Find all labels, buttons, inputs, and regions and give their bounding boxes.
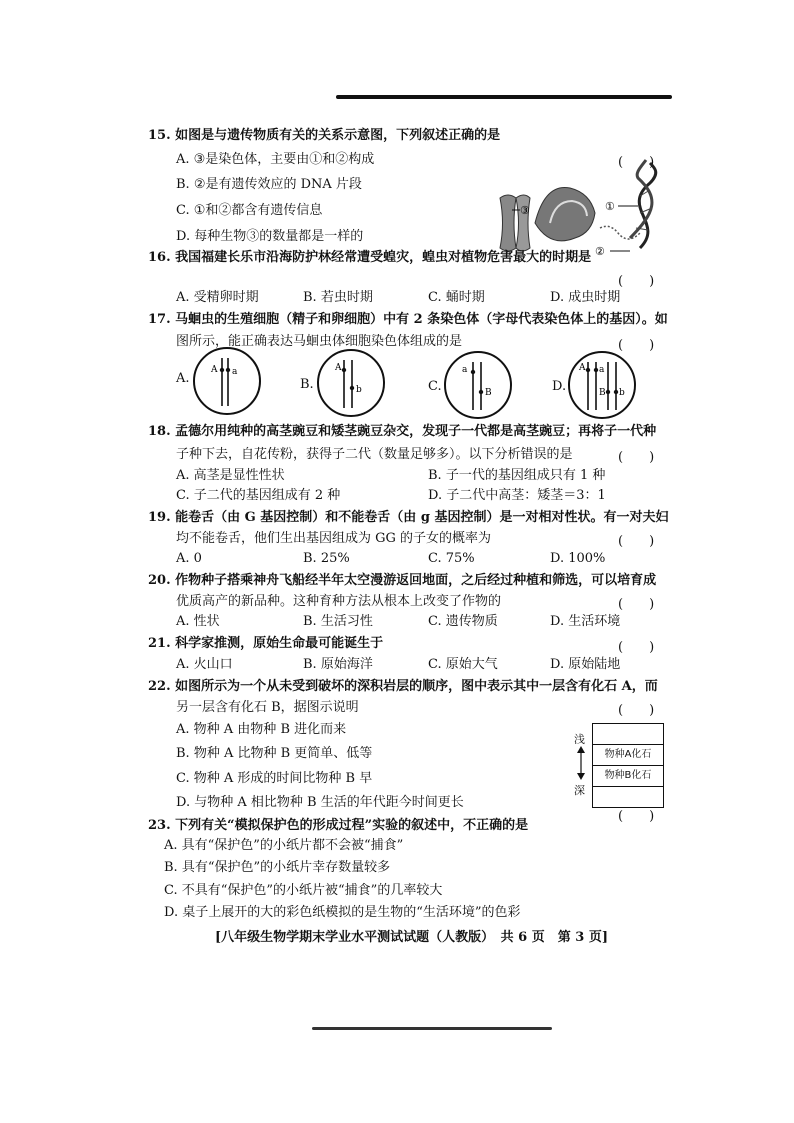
q18-option-d: D. 子二代中高茎：矮茎＝3：1 — [428, 488, 606, 503]
q15-stem: 15. 如图是与遗传物质有关的关系示意图，下列叙述正确的是 — [148, 128, 501, 143]
q16-stem: 16. 我国福建长乐市沿海防护林经常遭受蝗灾，蝗虫对植物危害最大的时期是 — [148, 250, 592, 265]
q15-option-d: D. 每种生物③的数量都是一样的 — [176, 229, 364, 244]
cell-d-label-3: B — [599, 388, 606, 398]
q22-option-a: A. 物种 A 由物种 B 进化而来 — [176, 722, 347, 737]
q17-bracket: ( ) — [618, 338, 655, 353]
q23-option-a: A. 具有“保护色”的小纸片都不会被“捕食” — [164, 838, 404, 853]
stratum-4 — [593, 787, 663, 807]
cell-d — [566, 350, 638, 420]
q18-option-b: B. 子一代的基因组成只有 1 种 — [428, 468, 606, 483]
q20-stem-line1: 20. 作物种子搭乘神舟飞船经半年太空漫游返回地面，之后经过种植和筛选，可以培育成 — [148, 573, 657, 588]
q22-option-b: B. 物种 A 比物种 B 更简单、低等 — [176, 746, 373, 761]
q17-stem-line2: 图所示，能正确表达马蛔虫体细胞染色体组成的是 — [176, 334, 463, 349]
q21-option-c: C. 原始大气 — [428, 657, 498, 672]
q16-option-b: B. 若虫时期 — [303, 290, 373, 305]
q17-stem-line1: 17. 马蛔虫的生殖细胞（精子和卵细胞）中有 2 条染色体（字母代表染色体上的基因）。如 — [148, 312, 668, 327]
q19-option-a: A. 0 — [176, 551, 202, 566]
q16-option-a: A. 受精卵时期 — [176, 290, 259, 305]
q19-bracket: ( ) — [618, 534, 655, 549]
q22-stem-line1: 22. 如图所示为一个从未受到破坏的深积岩层的顺序，图中表示其中一层含有化石 A，而 — [148, 679, 658, 694]
q23-stem: 23. 下列有关“模拟保护色的形成过程”实验的叙述中，不正确的是 — [148, 818, 529, 833]
depth-arrow-icon — [576, 746, 586, 780]
q19-option-c: C. 75% — [428, 551, 475, 566]
q20-stem-line2: 优质高产的新品种。这种育种方法从根本上改变了作物的 — [176, 594, 502, 609]
deep-label: 深 — [574, 784, 585, 797]
q20-option-b: B. 生活习性 — [303, 614, 373, 629]
q23-option-b: B. 具有“保护色”的小纸片幸存数量较多 — [164, 860, 391, 875]
cell-b — [316, 348, 386, 418]
q15-option-a: A. ③是染色体，主要由①和②构成 — [176, 152, 375, 167]
q15-option-c: C. ①和②都含有遗传信息 — [176, 203, 323, 218]
q23-option-d: D. 桌子上展开的大的彩色纸模拟的是生物的“生活环境”的色彩 — [164, 905, 521, 920]
q22-option-c: C. 物种 A 形成的时间比物种 B 早 — [176, 771, 373, 786]
q19-option-b: B. 25% — [303, 551, 350, 566]
q18-bracket: ( ) — [618, 450, 655, 465]
cell-d-label-4: b — [619, 388, 625, 398]
q16-bracket: ( ) — [618, 274, 655, 289]
cell-a-label-2: a — [232, 367, 238, 377]
q16-option-d: D. 成虫时期 — [550, 290, 621, 305]
q20-option-a: A. 性状 — [176, 614, 220, 629]
cell-c — [443, 350, 513, 420]
cell-b-label-2: b — [356, 385, 362, 395]
cell-a — [192, 346, 262, 416]
q16-option-c: C. 蛹时期 — [428, 290, 485, 305]
q22-option-d: D. 与物种 A 相比物种 B 生活的年代距今时间更长 — [176, 795, 464, 810]
q15-bracket: ( ) — [618, 155, 655, 170]
q17-option-a: A. — [176, 371, 190, 386]
q20-bracket: ( ) — [618, 597, 655, 612]
bottom-rule — [312, 1027, 552, 1030]
cell-a-label-1: A — [211, 365, 218, 375]
q19-stem-line2: 均不能卷舌，他们生出基因组成为 GG 的子女的概率为 — [176, 531, 492, 546]
q21-option-a: A. 火山口 — [176, 657, 233, 672]
chromosome-shape — [500, 187, 595, 251]
cell-d-label-1: A — [579, 363, 586, 373]
q18-option-a: A. 高茎是显性性状 — [176, 468, 285, 483]
q19-option-d: D. 100% — [550, 551, 606, 566]
q17-option-d: D. — [552, 379, 567, 394]
figure-label-3: ③ — [520, 204, 530, 217]
shallow-label: 浅 — [574, 733, 585, 746]
q22-stem-line2: 另一层含有化石 B，据图示说明 — [176, 700, 359, 715]
q17-option-c: C. — [428, 379, 442, 394]
q21-option-d: D. 原始陆地 — [550, 657, 621, 672]
q18-option-c: C. 子二代的基因组成有 2 种 — [176, 488, 341, 503]
q22-bracket: ( ) — [618, 703, 655, 718]
q18-stem-line2: 子种下去，自花传粉，获得子二代（数量足够多）。以下分析错误的是 — [176, 447, 573, 462]
cell-d-label-2: a — [599, 365, 605, 375]
cell-c-label-1: a — [462, 365, 468, 375]
q20-option-c: C. 遗传物质 — [428, 614, 498, 629]
q15-option-b: B. ②是有遗传效应的 DNA 片段 — [176, 177, 362, 192]
page-footer: [八年级生物学期末学业水平测试试题（人教版） 共 6 页 第 3 页] — [215, 930, 608, 945]
rock-strata-diagram — [592, 723, 664, 808]
q20-option-d: D. 生活环境 — [550, 614, 621, 629]
q18-stem-line1: 18. 孟德尔用纯种的高茎豌豆和矮茎豌豆杂交，发现子一代都是高茎豌豆；再将子一代种 — [148, 424, 657, 439]
cell-c-label-2: B — [485, 388, 492, 398]
q21-option-b: B. 原始海洋 — [303, 657, 373, 672]
stratum-1 — [593, 724, 663, 745]
q17-option-b: B. — [300, 377, 314, 392]
cell-b-label-1: A — [335, 363, 342, 373]
stratum-fossil-a: 物种A化石 — [593, 745, 663, 766]
q23-bracket: ( ) — [618, 809, 655, 824]
top-rule — [336, 95, 672, 99]
q19-stem-line1: 19. 能卷舌（由 G 基因控制）和不能卷舌（由 g 基因控制）是一对相对性状。有一对夫妇 — [148, 510, 669, 525]
q23-option-c: C. 不具有“保护色”的小纸片被“捕食”的几率较大 — [164, 883, 443, 898]
figure-label-1: ① — [605, 200, 615, 213]
q21-stem: 21. 科学家推测，原始生命最可能诞生于 — [148, 636, 384, 651]
figure-label-2: ② — [595, 245, 605, 258]
q21-bracket: ( ) — [618, 640, 655, 655]
stratum-fossil-b: 物种B化石 — [593, 766, 663, 787]
